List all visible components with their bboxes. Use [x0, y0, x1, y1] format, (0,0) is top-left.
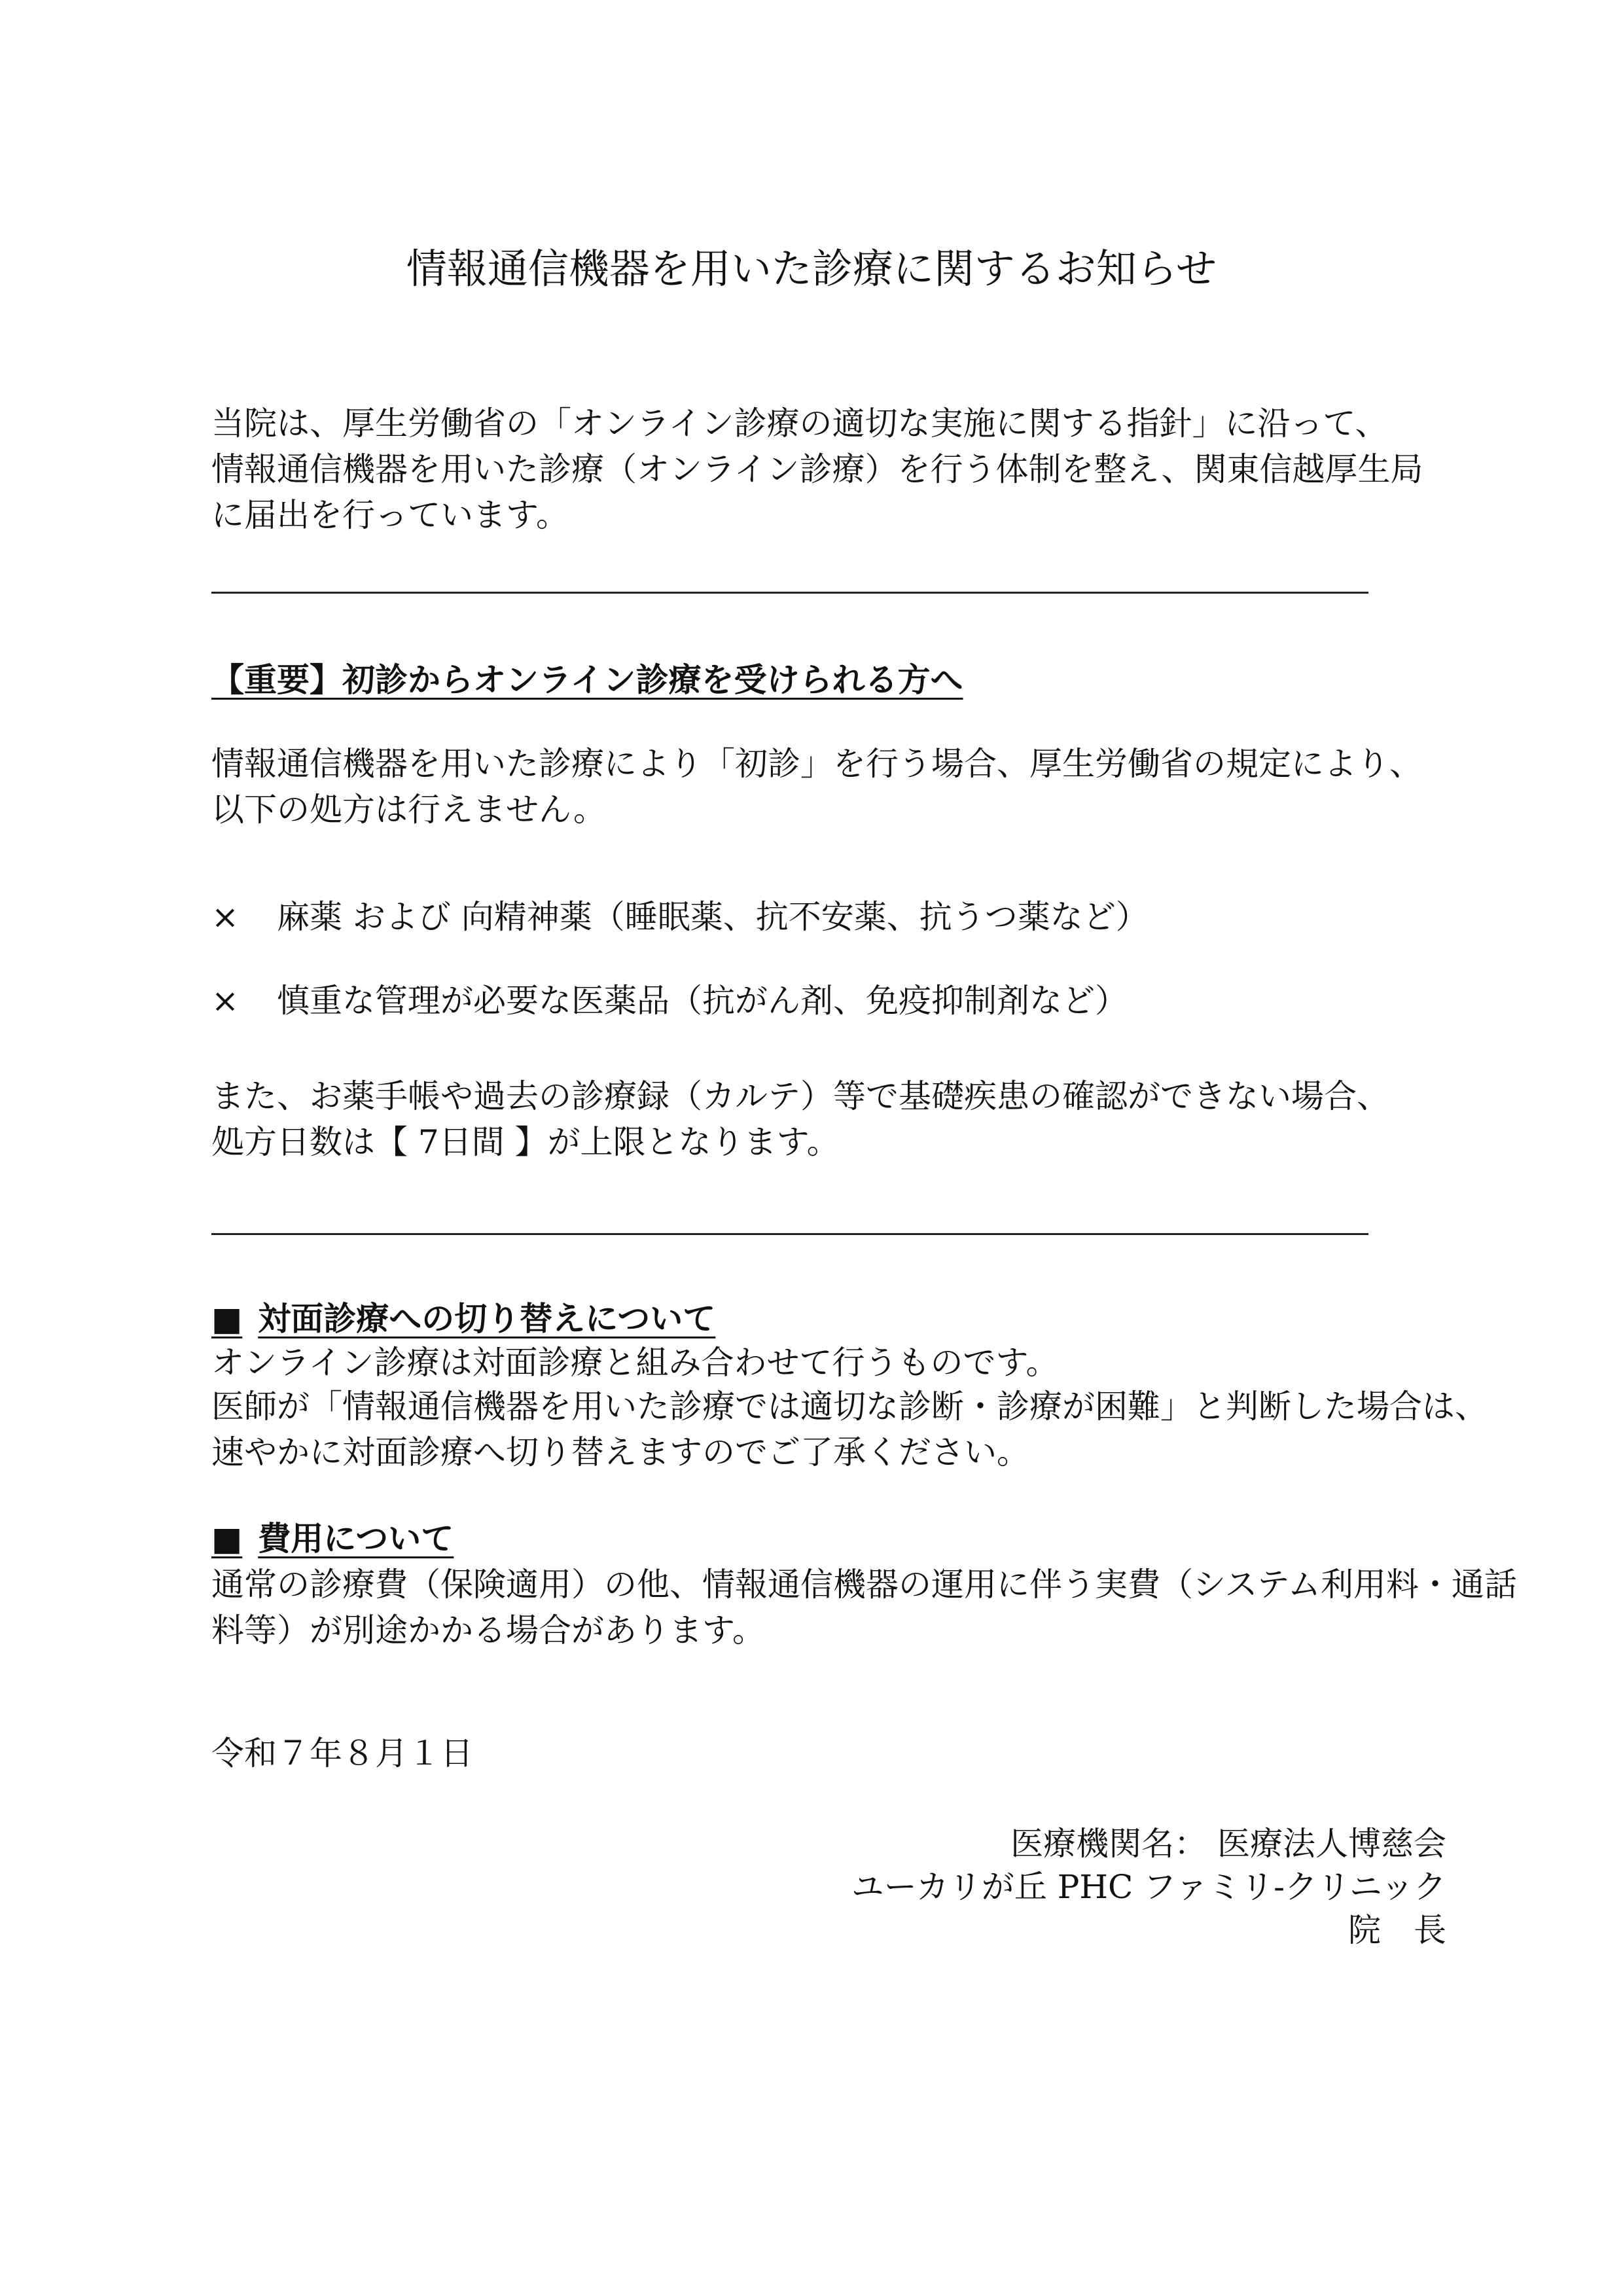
- cost-heading-text: 費用について: [258, 1519, 454, 1558]
- cost-line: 通常の診療費（保険適用）の他、情報通信機器の運用に伴う実費（システム利用料・通話: [211, 1566, 1517, 1604]
- director-title: 院 長: [1348, 1911, 1446, 1949]
- prohibited-item-text: 慎重な管理が必要な医薬品（抗がん剤、免疫抑制剤など）: [277, 982, 1128, 1020]
- issue-date: 令和７年８月１日: [211, 1734, 473, 1772]
- limit-line: 処方日数は【 7日間 】が上限となります。: [211, 1123, 840, 1161]
- cost-section: [211, 1516, 1517, 1653]
- divider: [211, 592, 1368, 594]
- page-title: 情報通信機器を用いた診療に関するお知らせ: [406, 245, 1217, 293]
- divider: [211, 1233, 1368, 1235]
- switch-line: 医師が「情報通信機器を用いた診療では適切な診断・診療が困難」と判断した場合は、: [211, 1388, 1488, 1426]
- important-paragraph: [211, 741, 1455, 833]
- important-line: 以下の処方は行えません。: [211, 791, 606, 829]
- switch-heading: [211, 1296, 1455, 1342]
- important-line: 情報通信機器を用いた診療により「初診」を行う場合、厚生労働省の規定により、: [211, 745, 1422, 783]
- cross-icon: ×: [211, 982, 239, 1020]
- switch-line: オンライン診療は対面診療と組み合わせて行うものです。: [211, 1344, 1059, 1382]
- clinic-name: ユーカリが丘 PHC ファミリ-クリニック: [851, 1868, 1446, 1906]
- prohibited-item: [211, 894, 1455, 940]
- intro-paragraph: [211, 401, 1455, 538]
- intro-line: 当院は、厚生労働省の「オンライン診療の適切な実施に関する指針」に沿って、: [211, 404, 1388, 442]
- cost-heading: [211, 1516, 1455, 1562]
- signature-block: [851, 1822, 1446, 1952]
- important-heading-text: 【重要】初診からオンライン診療を受けられる方へ: [211, 660, 963, 699]
- switch-section: [211, 1296, 1488, 1475]
- limit-paragraph: [211, 1073, 1455, 1165]
- prohibited-item: [211, 978, 1455, 1024]
- square-bullet-icon: ■: [211, 1519, 243, 1558]
- intro-line: 情報通信機器を用いた診療（オンライン診療）を行う体制を整え、関東信越厚生局: [211, 450, 1423, 488]
- prohibited-item-text: 麻薬 および 向精神薬（睡眠薬、抗不安薬、抗うつ薬など）: [277, 898, 1149, 936]
- important-heading: [211, 657, 1455, 703]
- square-bullet-icon: ■: [211, 1299, 243, 1338]
- cost-line: 料等）が別途かかる場合があります。: [211, 1611, 765, 1649]
- switch-heading-text: 対面診療への切り替えについて: [258, 1299, 716, 1338]
- date-line: [211, 1731, 1455, 1776]
- cross-icon: ×: [211, 898, 239, 936]
- limit-line: また、お薬手帳や過去の診療録（カルテ）等で基礎疾患の確認ができない場合、: [211, 1077, 1389, 1115]
- intro-line: に届出を行っています。: [211, 496, 569, 534]
- switch-line: 速やかに対面診療へ切り替えますのでご了承ください。: [211, 1433, 1029, 1471]
- institution-name: 医療機関名： 医療法人博慈会: [1010, 1825, 1446, 1863]
